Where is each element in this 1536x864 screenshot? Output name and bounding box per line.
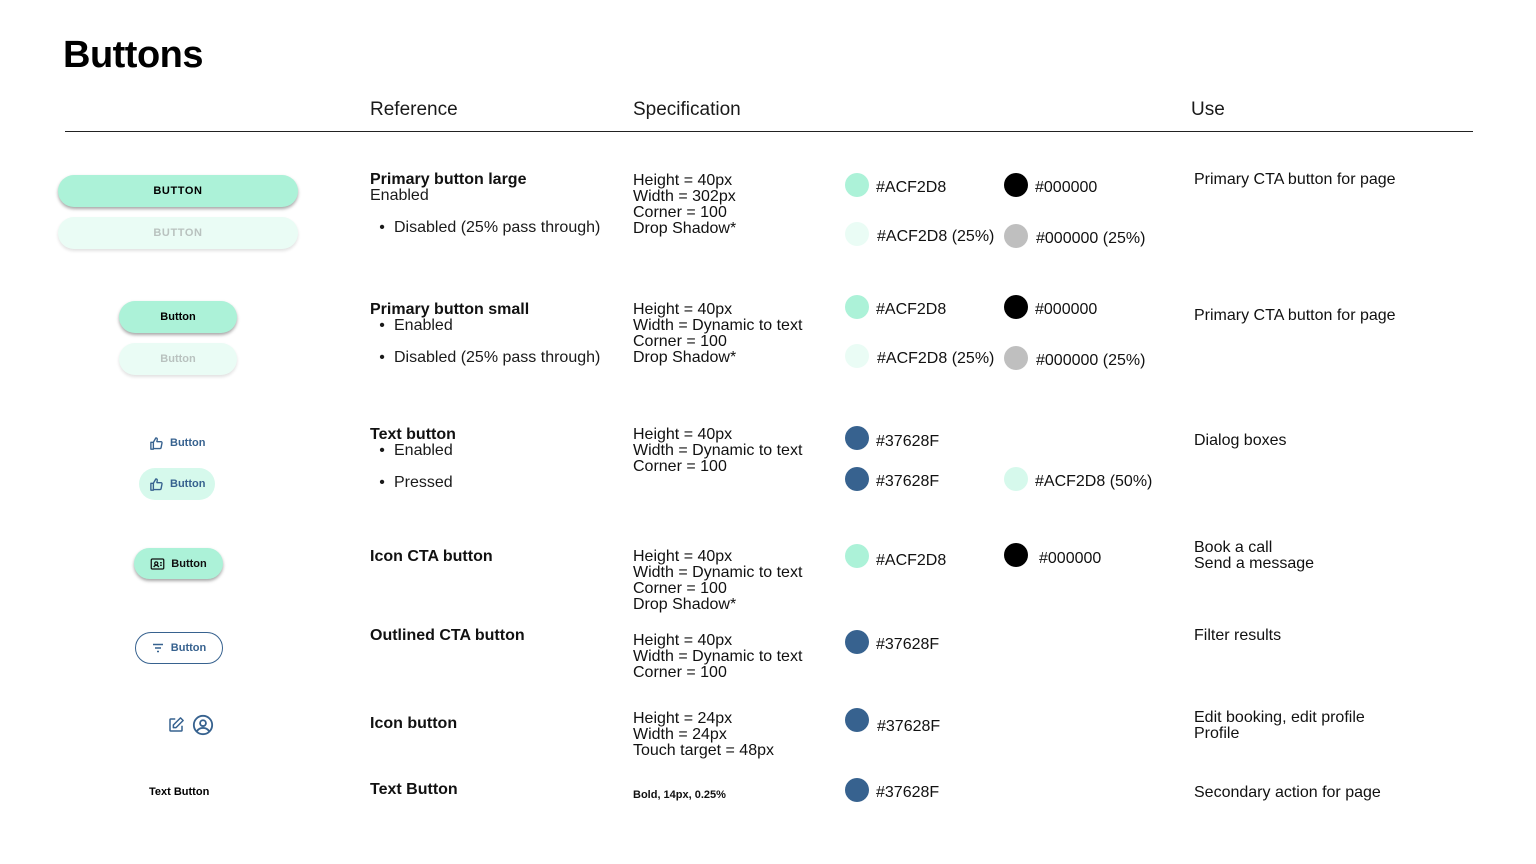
- swatch-mint: [845, 173, 869, 197]
- text-button-secondary-name: Text Button: [370, 781, 458, 798]
- hex-label: #37628F: [876, 636, 940, 653]
- text-button-use: Dialog boxes: [1194, 432, 1287, 449]
- outlined-cta-use: Filter results: [1194, 627, 1282, 644]
- hex-label: #ACF2D8 (50%): [1035, 473, 1153, 490]
- text-button-pressed-label: • Pressed: [379, 474, 453, 491]
- primary-small-spec: Height = 40px Width = Dynamic to text Corner = 100 Drop Shadow*: [633, 301, 803, 366]
- icon-cta-spec: Height = 40px Width = Dynamic to text Corner = 100 Drop Shadow*: [633, 548, 803, 613]
- swatch-mint-50: [1004, 467, 1028, 491]
- hex-label: #ACF2D8: [876, 552, 947, 569]
- primary-large-spec: Height = 40px Width = 302px Corner = 100 Drop Shadow*: [633, 172, 737, 237]
- swatch-black-25: [1004, 224, 1028, 248]
- contact-card-icon: [150, 557, 165, 571]
- swatch-mint: [845, 295, 869, 319]
- primary-small-disabled-sample: Button: [119, 343, 237, 375]
- hex-label: #37628F: [876, 784, 940, 801]
- icon-button-spec: Height = 24px Width = 24px Touch target = 48px: [633, 710, 774, 759]
- hex-label: #ACF2D8 (25%): [877, 350, 995, 367]
- hex-label: #000000 (25%): [1036, 352, 1146, 369]
- primary-small-enabled-label: • Enabled: [379, 317, 453, 334]
- column-header-specification: Specification: [633, 99, 741, 120]
- hex-label: #000000 (25%): [1036, 230, 1146, 247]
- edit-icon[interactable]: [167, 716, 185, 734]
- icon-button-name: Icon button: [370, 715, 458, 732]
- swatch-mint: [845, 544, 869, 568]
- text-button-pressed-sample[interactable]: [139, 468, 215, 500]
- swatch-black: [1004, 543, 1028, 567]
- header-divider: [65, 131, 1473, 132]
- swatch-blue: [845, 467, 869, 491]
- icon-cta-label: Button: [171, 557, 207, 570]
- outlined-cta-label: Button: [170, 642, 207, 654]
- primary-large-enabled-label: Enabled: [370, 187, 429, 204]
- icon-cta-sample[interactable]: [134, 548, 223, 579]
- swatch-blue: [845, 778, 869, 802]
- outlined-cta-name: Outlined CTA button: [370, 627, 525, 644]
- swatch-blue: [845, 630, 869, 654]
- hex-label: #37628F: [876, 433, 940, 450]
- swatch-black-25: [1004, 346, 1028, 370]
- outlined-cta-sample[interactable]: [135, 632, 223, 664]
- primary-large-name: Primary button large: [370, 171, 527, 188]
- primary-large-disabled-label: • Disabled (25% pass through): [379, 219, 601, 236]
- text-button-spec: Height = 40px Width = Dynamic to text Corner = 100: [633, 426, 803, 475]
- primary-small-use: Primary CTA button for page: [1194, 307, 1396, 324]
- swatch-mint-25: [845, 344, 869, 368]
- hex-label: #000000: [1035, 301, 1098, 318]
- primary-large-enabled-sample[interactable]: BUTTON: [58, 175, 298, 207]
- column-header-use: Use: [1191, 99, 1225, 120]
- hex-label: #ACF2D8 (25%): [877, 228, 995, 245]
- filter-icon: [152, 643, 164, 653]
- primary-small-disabled-label: • Disabled (25% pass through): [379, 349, 601, 366]
- page-title: Buttons: [63, 34, 204, 76]
- text-button-label: Button: [170, 437, 206, 449]
- swatch-black: [1004, 173, 1028, 197]
- primary-large-use: Primary CTA button for page: [1194, 171, 1396, 188]
- hex-label: #000000: [1035, 179, 1098, 196]
- column-header-reference: Reference: [370, 99, 458, 120]
- account-circle-icon[interactable]: [192, 714, 214, 736]
- hex-label: #ACF2D8: [876, 301, 947, 318]
- hex-label: #000000: [1039, 550, 1102, 567]
- icon-cta-name: Icon CTA button: [370, 548, 493, 565]
- icon-button-use: Edit booking, edit profile Profile: [1194, 709, 1365, 742]
- swatch-black: [1004, 295, 1028, 319]
- primary-large-disabled-sample: BUTTON: [58, 217, 298, 249]
- text-button-secondary-use: Secondary action for page: [1194, 784, 1381, 801]
- text-button-enabled-sample[interactable]: [149, 434, 205, 452]
- thumb-up-icon: [149, 436, 164, 451]
- swatch-mint-25: [845, 222, 869, 246]
- primary-small-name: Primary button small: [370, 301, 530, 318]
- primary-small-enabled-sample[interactable]: Button: [119, 301, 237, 333]
- icon-cta-use: Book a call Send a message: [1194, 539, 1315, 572]
- text-button-label: Button: [170, 478, 206, 490]
- swatch-blue: [845, 426, 869, 450]
- swatch-blue: [845, 708, 869, 732]
- hex-label: #ACF2D8: [876, 179, 947, 196]
- thumb-up-icon: [149, 477, 164, 492]
- hex-label: #37628F: [876, 473, 940, 490]
- text-button-secondary-sample[interactable]: Text Button: [149, 786, 210, 798]
- text-button-enabled-label: • Enabled: [379, 442, 453, 459]
- outlined-cta-spec: Height = 40px Width = Dynamic to text Corner = 100: [633, 632, 803, 681]
- hex-label: #37628F: [877, 718, 941, 735]
- text-button-name: Text button: [370, 426, 456, 443]
- text-button-secondary-spec: Bold, 14px, 0.25%: [633, 789, 726, 801]
